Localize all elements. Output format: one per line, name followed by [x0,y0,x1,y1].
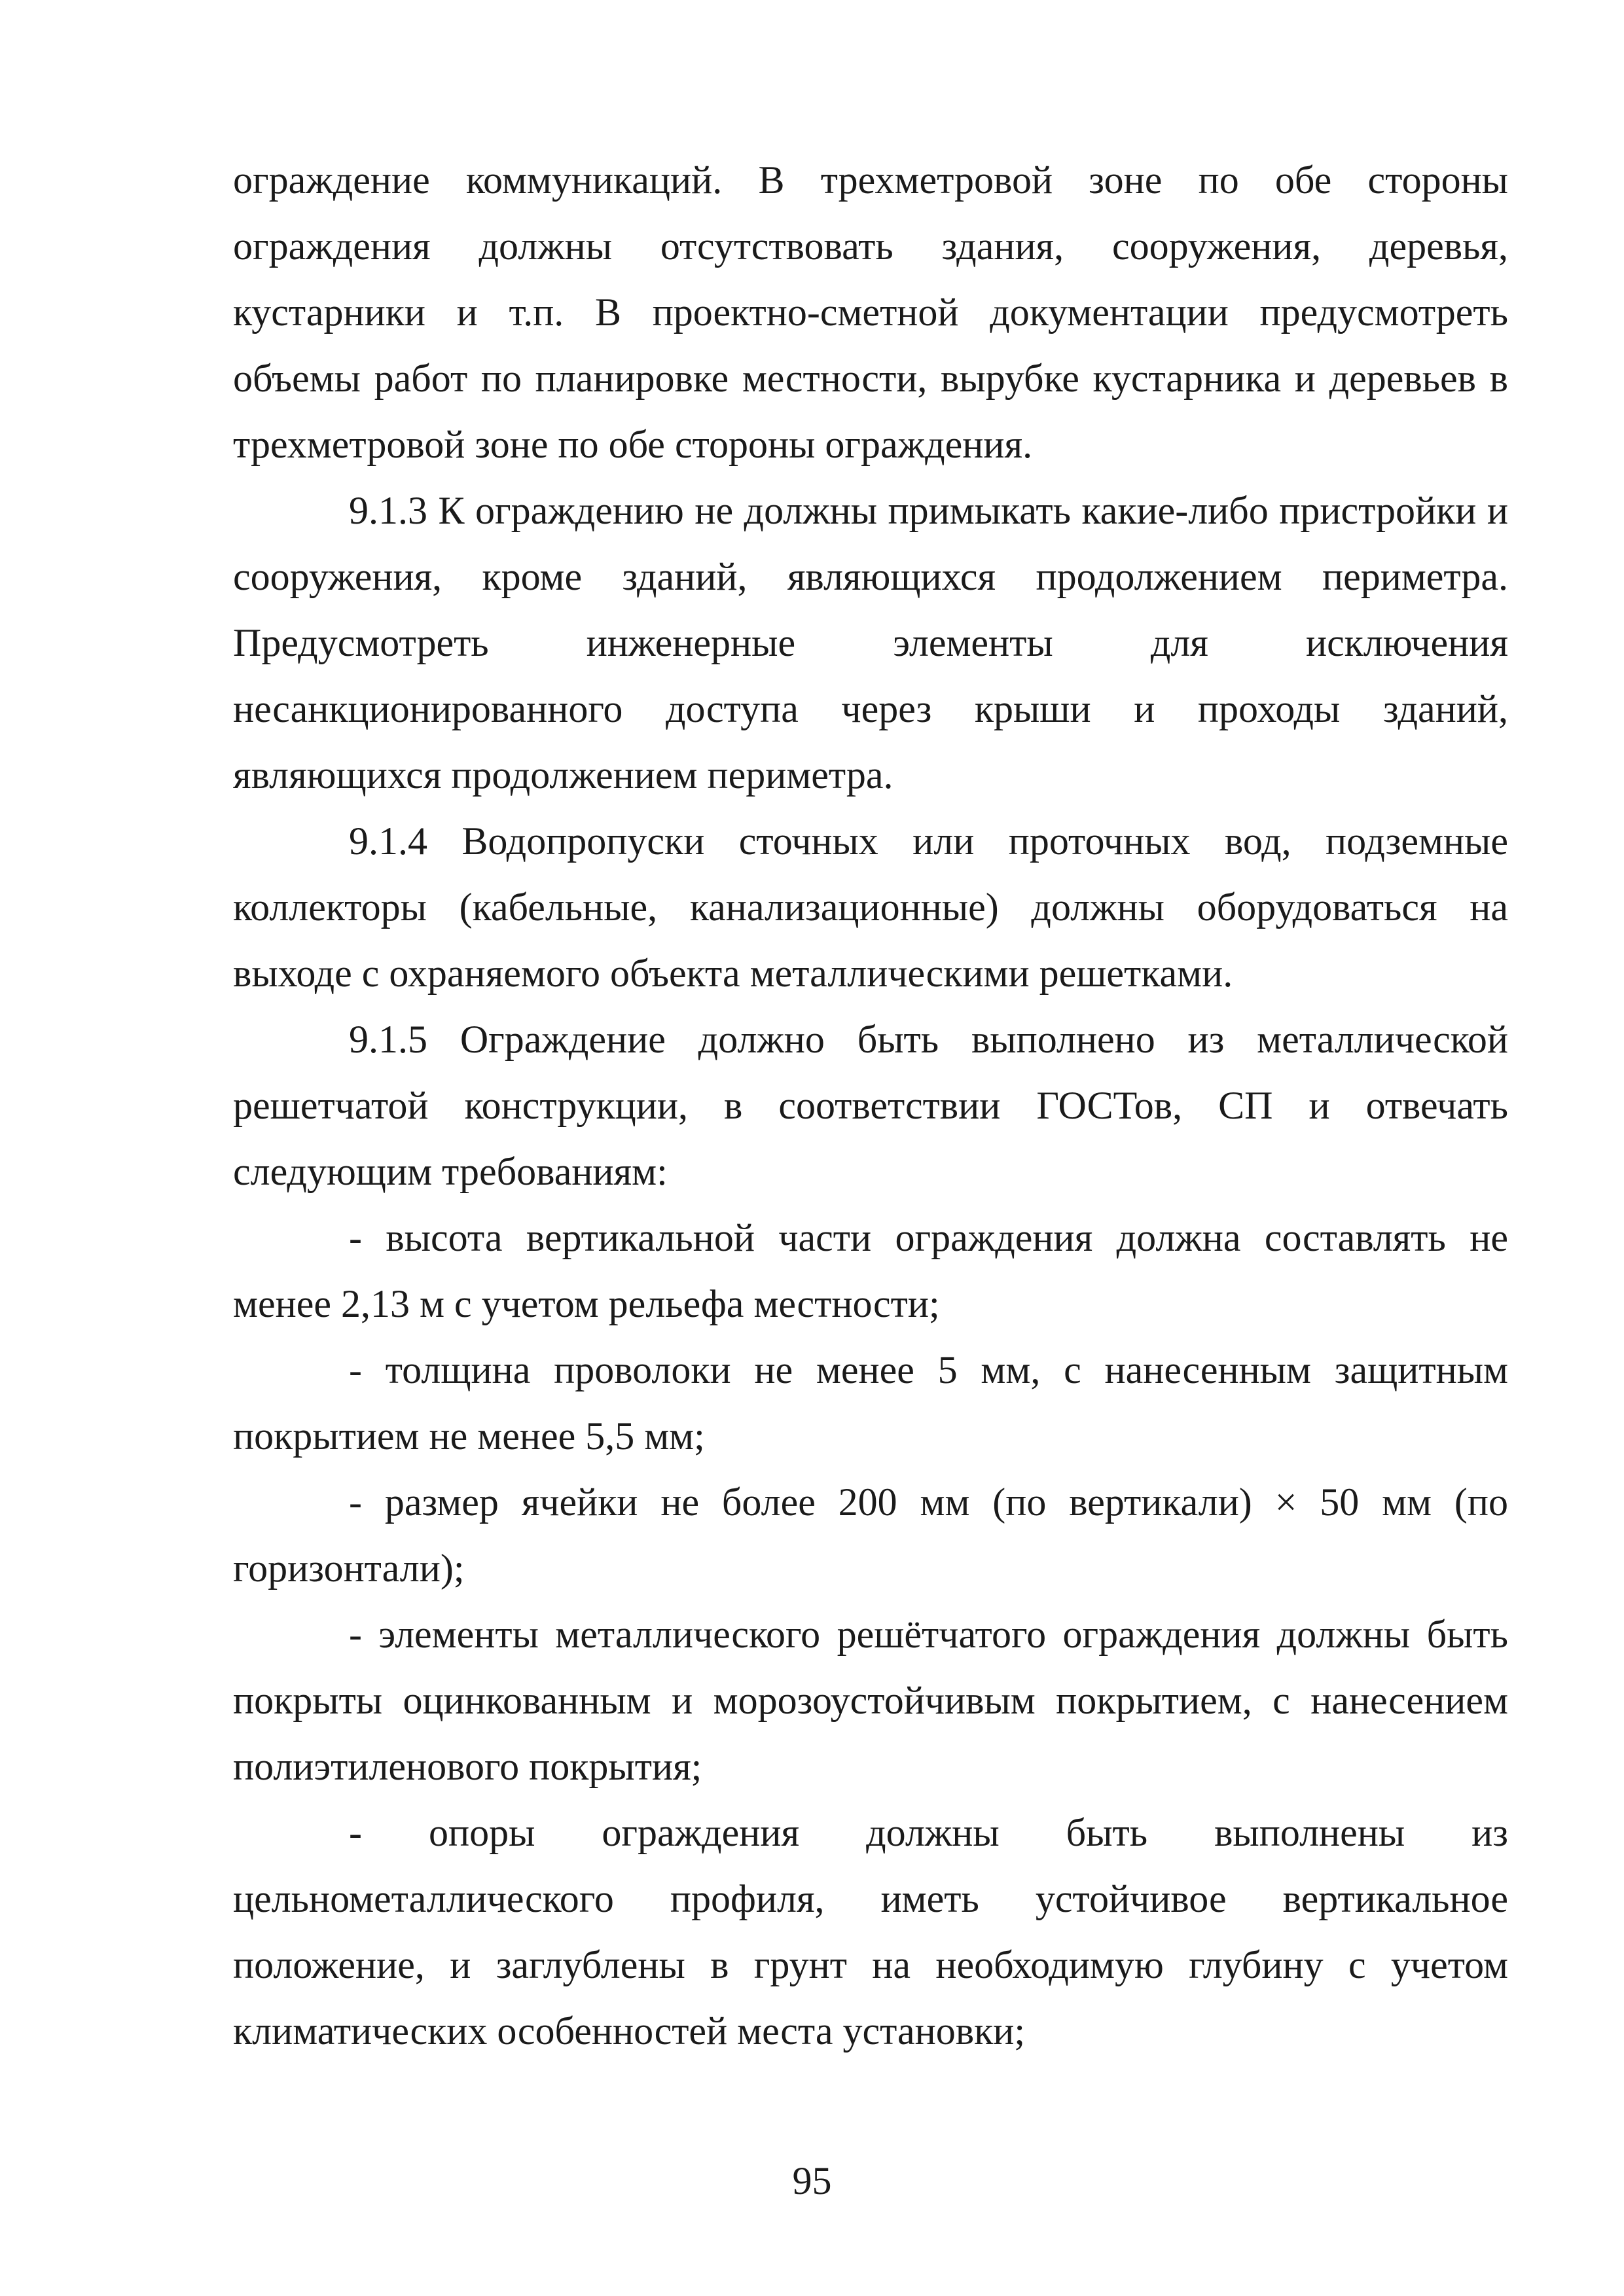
paragraph-9-1-3: 9.1.3 К ограждению не должны примыкать какие-либо пристройки и сооружения, кроме зданий, являющихся продолжением периметра. Предусмотреть инженерные элементы для исключения несанкционированного доступа через крыши и проходы зданий, являющихся продолжением периметра. [233,489,1508,797]
list-item-height: - высота вертикальной части ограждения должна составлять не менее 2,13 м с учетом рельефа местности; [233,1216,1508,1325]
paragraph-9-1-5: 9.1.5 Ограждение должно быть выполнено из металлической решетчатой конструкции, в соответствии ГОСТов, СП и отвечать следующим требованиям: [233,1018,1508,1193]
list-item-supports: - опоры ограждения должны быть выполнены из цельнометаллического профиля, иметь устойчивое вертикальное положение, и заглублены в грунт на необходимую глубину с учетом климатических особенностей места установки; [233,1811,1508,2053]
page-body [233,147,1508,2064]
page-number: 95 [792,2159,832,2202]
paragraph-continuation: ограждение коммуникаций. В трехметровой зоне по обе стороны ограждения должны отсутствовать здания, сооружения, деревья, кустарники и т.п. В проектно-сметной документации предусмотреть объемы работ по планировке местности, вырубке кустарника и деревьев в трехметровой зоне по обе стороны ограждения. [233,158,1508,466]
list-item-wire-thickness: - толщина проволоки не менее 5 мм, с нанесенным защитным покрытием не менее 5,5 мм; [233,1348,1508,1458]
list-item-mesh-size: - размер ячейки не более 200 мм (по вертикали) × 50 мм (по горизонтали); [233,1480,1508,1590]
list-item-coating: - элементы металлического решётчатого ограждения должны быть покрыты оцинкованным и морозоустойчивым покрытием, с нанесением полиэтиленового покрытия; [233,1613,1508,1788]
paragraph-9-1-4: 9.1.4 Водопропуски сточных или проточных вод, подземные коллекторы (кабельные, канализационные) должны оборудоваться на выходе с охраняемого объекта металлическими решетками. [233,819,1508,995]
